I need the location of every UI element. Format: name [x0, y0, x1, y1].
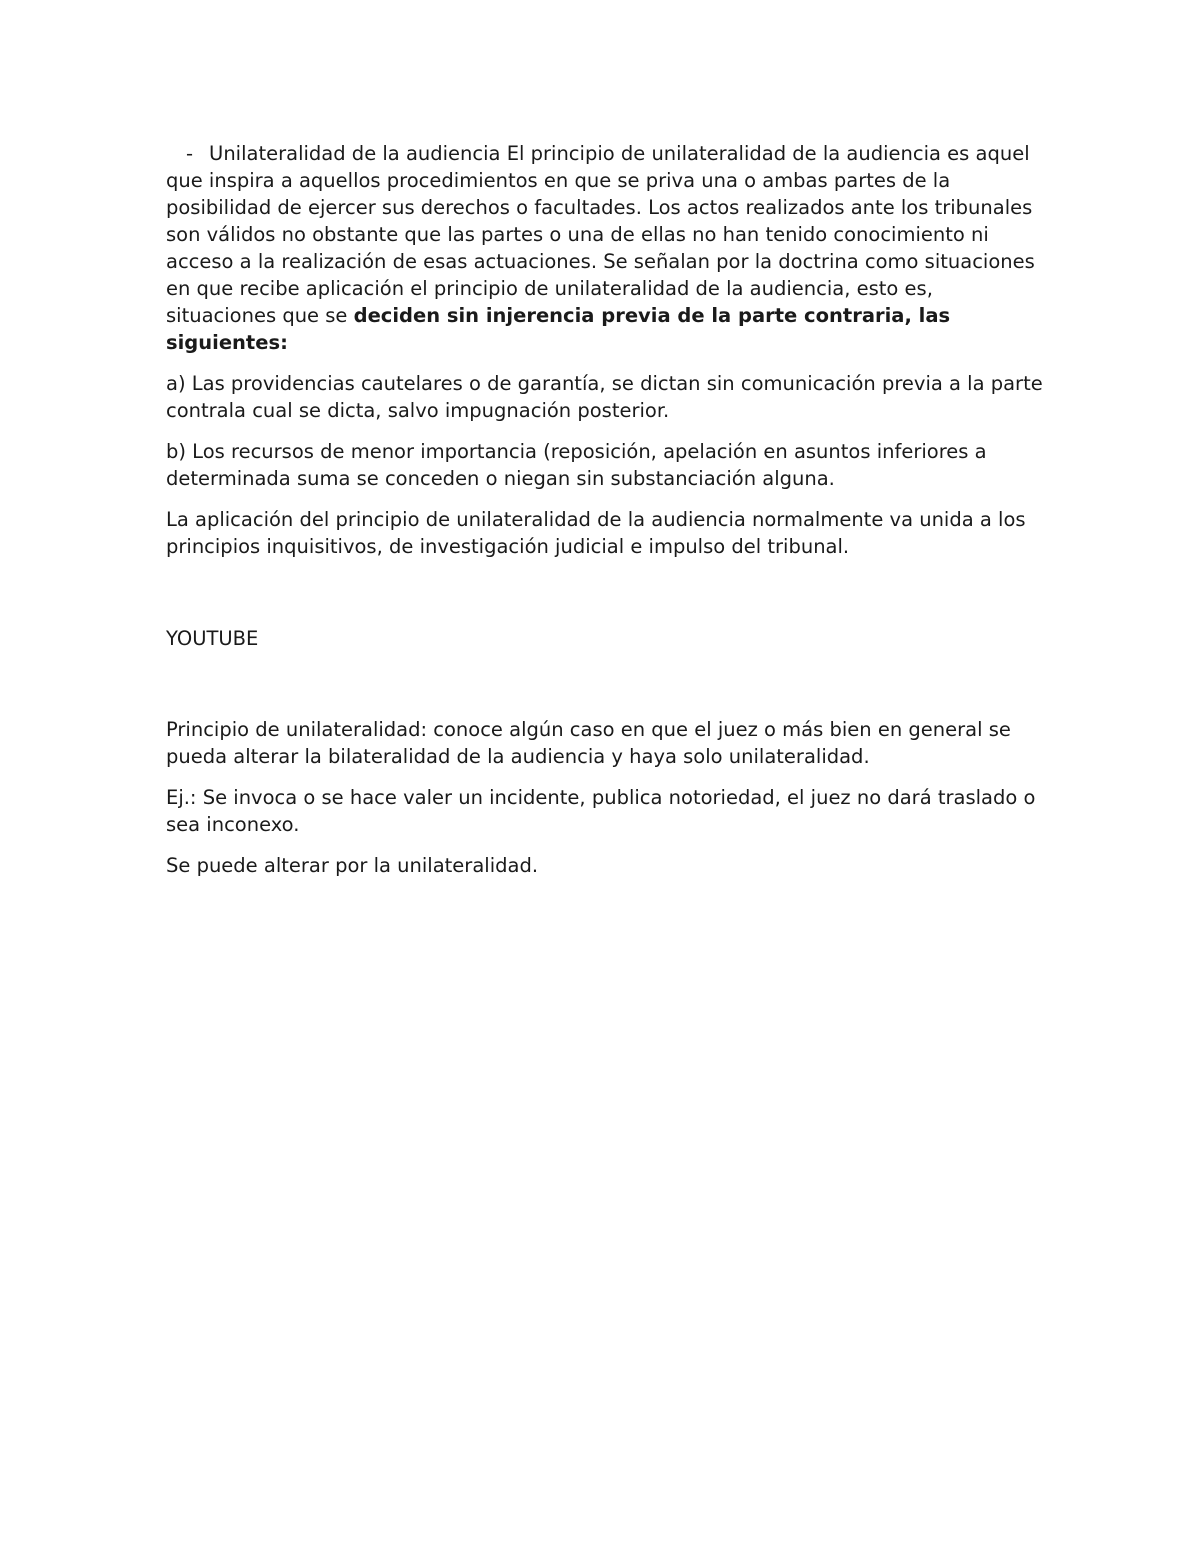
example-paragraph: Ej.: Se invoca o se hace valer un incidente, publica notoriedad, el juez no dará traslado o sea inconexo. [166, 786, 1036, 836]
section-text-bold: deciden sin injerencia previa de la parte contraria, las siguientes: [166, 304, 951, 354]
conclusion-paragraph: Se puede alterar por la unilateralidad. [166, 854, 539, 877]
list-item-a: a) Las providencias cautelares o de garantía, se dictan sin comunicación previa a la parte contrala cual se dicta, salvo impugnación posterior. [166, 372, 1043, 422]
list-item-b: b) Los recursos de menor importancia (reposición, apelación en asuntos inferiores a determinada suma se conceden o niegan sin substanciación alguna. [166, 440, 987, 490]
document-body [166, 140, 1046, 893]
section-text: El principio de unilateralidad de la audiencia es aquel que inspira a aquellos procedimientos en que se priva una o ambas partes de la posibilidad de ejercer sus derechos o facultades. Los actos realizados ante los tribunales son válidos no obstante que las partes o una de ellas no han tenido conocimiento ni acceso a la realización de esas actuaciones. Se señalan por la doctrina como situaciones en que recibe aplicación el principio de unilateralidad de la audiencia, esto es, situaciones que se [166, 142, 1035, 327]
youtube-heading: YOUTUBE [166, 627, 259, 650]
bullet-dash: - [186, 142, 194, 165]
blank-space [166, 666, 1046, 716]
question-paragraph: Principio de unilateralidad: conoce algún caso en que el juez o más bien en general se pueda alterar la bilateralidad de la audiencia y haya solo unilateralidad. [166, 718, 1011, 768]
blank-space [166, 574, 1046, 625]
closing-paragraph: La aplicación del principio de unilateralidad de la audiencia normalmente va unida a los principios inquisitivos, de investigación judicial e impulso del tribunal. [166, 508, 1026, 558]
section-heading: Unilateralidad de la audiencia [209, 142, 501, 165]
paragraph-unilateralidad [166, 140, 1046, 356]
